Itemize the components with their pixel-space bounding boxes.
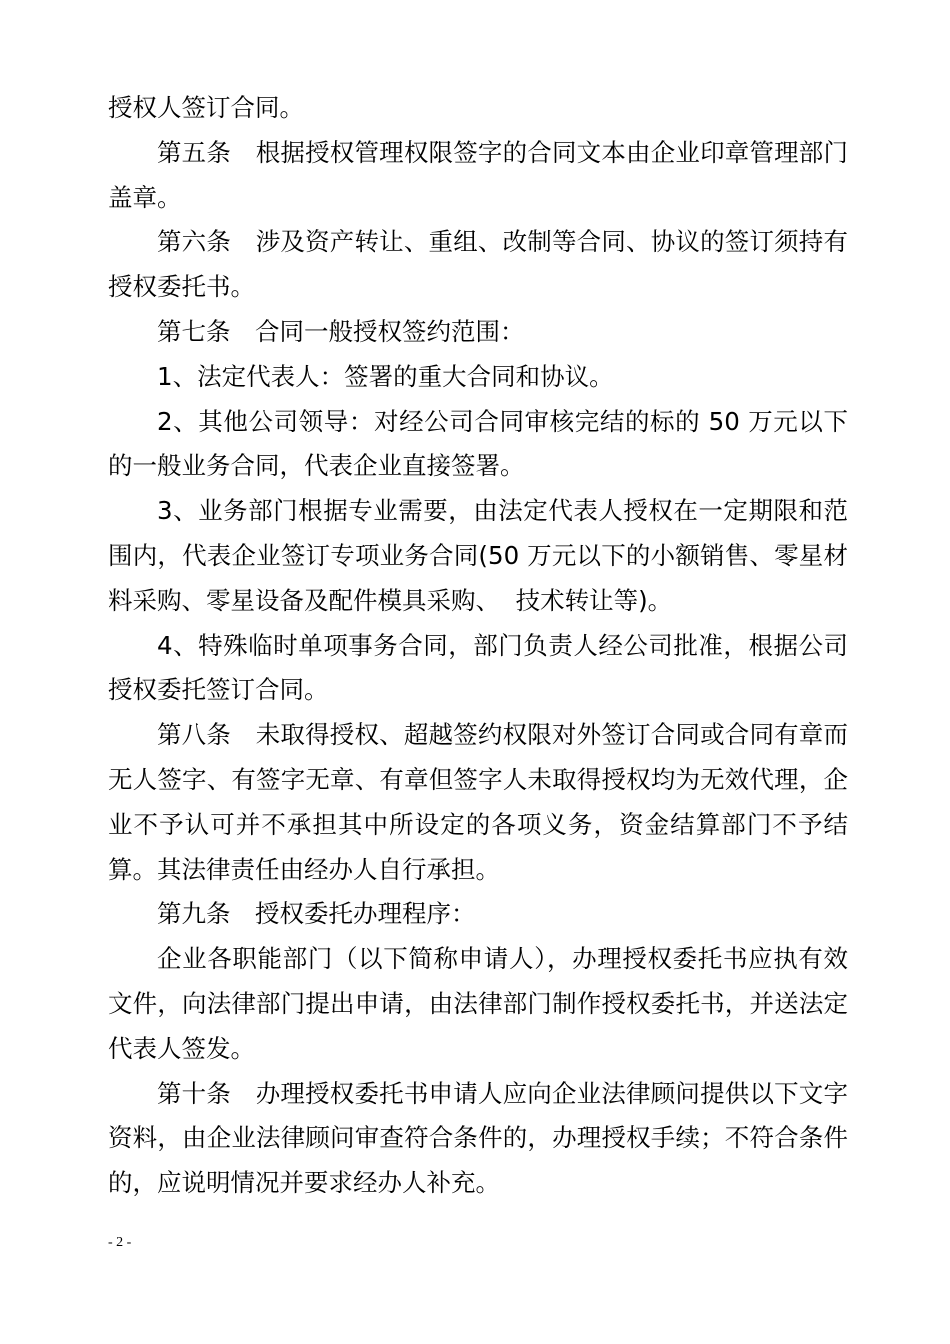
paragraph-article-7: 第七条 合同一般授权签约范围： (157, 316, 525, 346)
paragraph-article-9: 第九条 授权委托办理程序： (157, 899, 476, 929)
body-text (108, 86, 848, 1206)
paragraph-procedure: 企业各职能部门（以下简称申请人），办理授权委托书应执有效文件，向法律部门提出申请，由法律部门制作授权委托书，并送法定代表人签发。 (108, 944, 848, 1063)
paragraph-article-8: 第八条 未取得授权、超越签约权限对外签订合同或合同有章而无人签字、有签字无章、有章但签字人未取得授权均为无效代理，企业不予认可并不承担其中所设定的各项义务，资金结算部门不予结算。其法律责任由经办人自行承担。 (108, 720, 848, 884)
list-item-2: 2、其他公司领导：对经公司合同审核完结的标的 50 万元以下的一般业务合同，代表企业直接签署。 (108, 406, 848, 481)
paragraph-article-5: 第五条 根据授权管理权限签字的合同文本由企业印章管理部门盖章。 (108, 137, 848, 212)
paragraph-continuation: 授权人签订合同。 (108, 93, 304, 122)
paragraph-article-6: 第六条 涉及资产转让、重组、改制等合同、协议的签订须持有授权委托书。 (108, 227, 848, 302)
list-item-4: 4、特殊临时单项事务合同，部门负责人经公司批准，根据公司授权委托签订合同。 (108, 630, 848, 705)
list-item-1: 1、法定代表人：签署的重大合同和协议。 (157, 361, 614, 391)
paragraph-article-10: 第十条 办理授权委托书申请人应向企业法律顾问提供以下文字资料，由企业法律顾问审查符合条件的，办理授权手续；不符合条件的，应说明情况并要求经办人补充。 (108, 1078, 848, 1198)
page-number: - 2 - (108, 1235, 132, 1250)
list-item-3: 3、业务部门根据专业需要，由法定代表人授权在一定期限和范围内，代表企业签订专项业务合同(50 万元以下的小额销售、零星材料采购、零星设备及配件模具采购、 技术转让等)。 (108, 496, 848, 615)
